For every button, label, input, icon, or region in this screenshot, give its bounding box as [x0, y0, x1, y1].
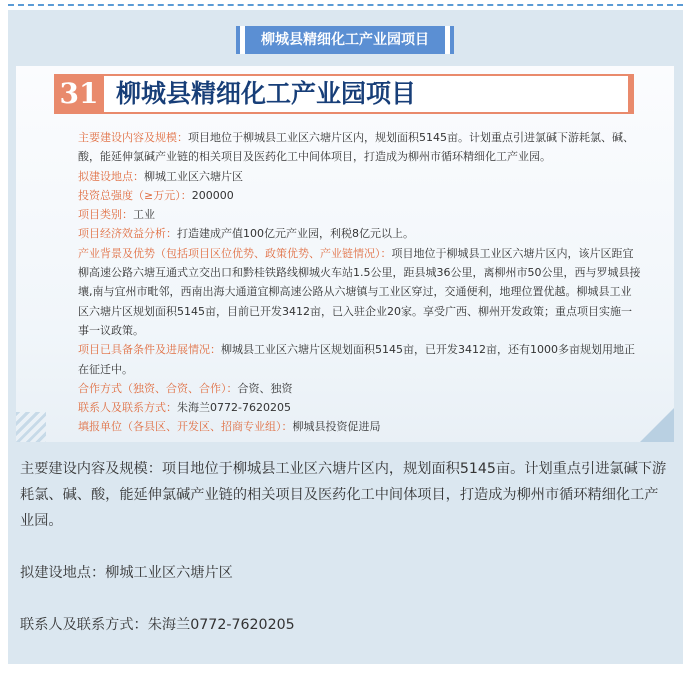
field-conditions-value: 柳城县工业区六塘片区规划面积5145亩，已开发3412亩，还有1000多亩规划用地正在征迁中。 [78, 343, 635, 376]
field-category-label: 项目类别： [78, 208, 133, 222]
field-background-label: 产业背景及优势（包括项目区位优势、政策优势、产业链情况）： [78, 246, 392, 260]
field-investment-value: 200000 [191, 188, 234, 202]
field-cooperation-label: 合作方式（独资、合资、合作）： [78, 381, 238, 395]
field-reporter-label: 填报单位（各县区、开发区、招商专业组）： [78, 420, 293, 434]
field-category-value: 工业 [133, 208, 155, 222]
field-benefit-label: 项目经济效益分析： [78, 227, 177, 241]
project-number: 31 [54, 74, 104, 114]
field-content-value: 项目地位于柳城县工业区六塘片区内，规划面积5145亩。计划重点引进氯碱下游耗氯、碱、酸，能延伸氯碱产业链的相关项目及医药化工中间体项目，打造成为柳州市循环精细化工产业园。 [78, 131, 634, 164]
field-background-value: 项目地位于柳城县工业区六塘片区内，该片区距宜柳高速公路六塘互通式立交出口和黔桂铁路线柳城火车站1.5公里，距县城36公里，离柳州市50公里，西与罗城县接壤,南与宜州市毗邻，西南出海大通道宜柳高速公路从六塘镇与工业区穿过，交通便利，地理位置优越。柳城县工业区六塘片区规划面积5145亩，目前已开发3412亩，已入驻企业20家。享受广西、柳州开发政策；重点项目实施一事一议政策。 [78, 246, 641, 337]
field-content-label: 主要建设内容及规模： [78, 131, 188, 144]
title-bar-accent [628, 74, 634, 114]
section-header-banner [236, 26, 454, 54]
field-location [54, 167, 642, 186]
field-investment [54, 186, 642, 205]
card-corner-decoration-left [16, 412, 46, 442]
field-reporter-value: 柳城县投资促进局 [292, 420, 381, 434]
field-conditions-label: 项目已具备条件及进展情况： [78, 343, 221, 357]
project-fields [54, 128, 642, 437]
field-background [54, 244, 642, 340]
field-cooperation-value: 合资、独资 [237, 381, 293, 395]
field-reporter [54, 417, 642, 436]
section-header-title: 柳城县精细化工产业园项目 [261, 32, 429, 48]
field-content [54, 128, 642, 167]
body-paragraph-contact: 联系人及联系方式：朱海兰0772-7620205 [20, 617, 295, 633]
field-benefit-value: 打造建成产值100亿元产业园，利税8亿元以上。 [177, 227, 414, 241]
field-benefit [54, 224, 642, 243]
field-location-label: 拟建设地点： [78, 169, 144, 183]
body-paragraph-location: 拟建设地点：柳城工业区六塘片区 [20, 565, 233, 581]
article-body [20, 456, 670, 638]
field-cooperation [54, 379, 642, 398]
field-category [54, 205, 642, 224]
field-contact [54, 398, 642, 417]
field-contact-value: 朱海兰0772-7620205 [177, 401, 291, 415]
field-investment-label: 投资总强度（≥万元）： [78, 188, 192, 202]
card-corner-decoration-right [640, 408, 674, 442]
field-contact-label: 联系人及联系方式： [78, 401, 177, 415]
body-paragraph-content: 主要建设内容及规模：项目地位于柳城县工业区六塘片区内，规划面积5145亩。计划重点引进氯碱下游耗氯、碱、酸，能延伸氯碱产业链的相关项目及医药化工中间体项目，打造成为柳州市循环精细化工产业园。 [20, 461, 667, 529]
top-dashed-border [8, 4, 683, 6]
project-title: 柳城县精细化工产业园项目 [116, 79, 417, 108]
field-location-value: 柳城工业区六塘片区 [144, 169, 243, 183]
project-card [16, 66, 674, 442]
field-conditions [54, 340, 642, 379]
